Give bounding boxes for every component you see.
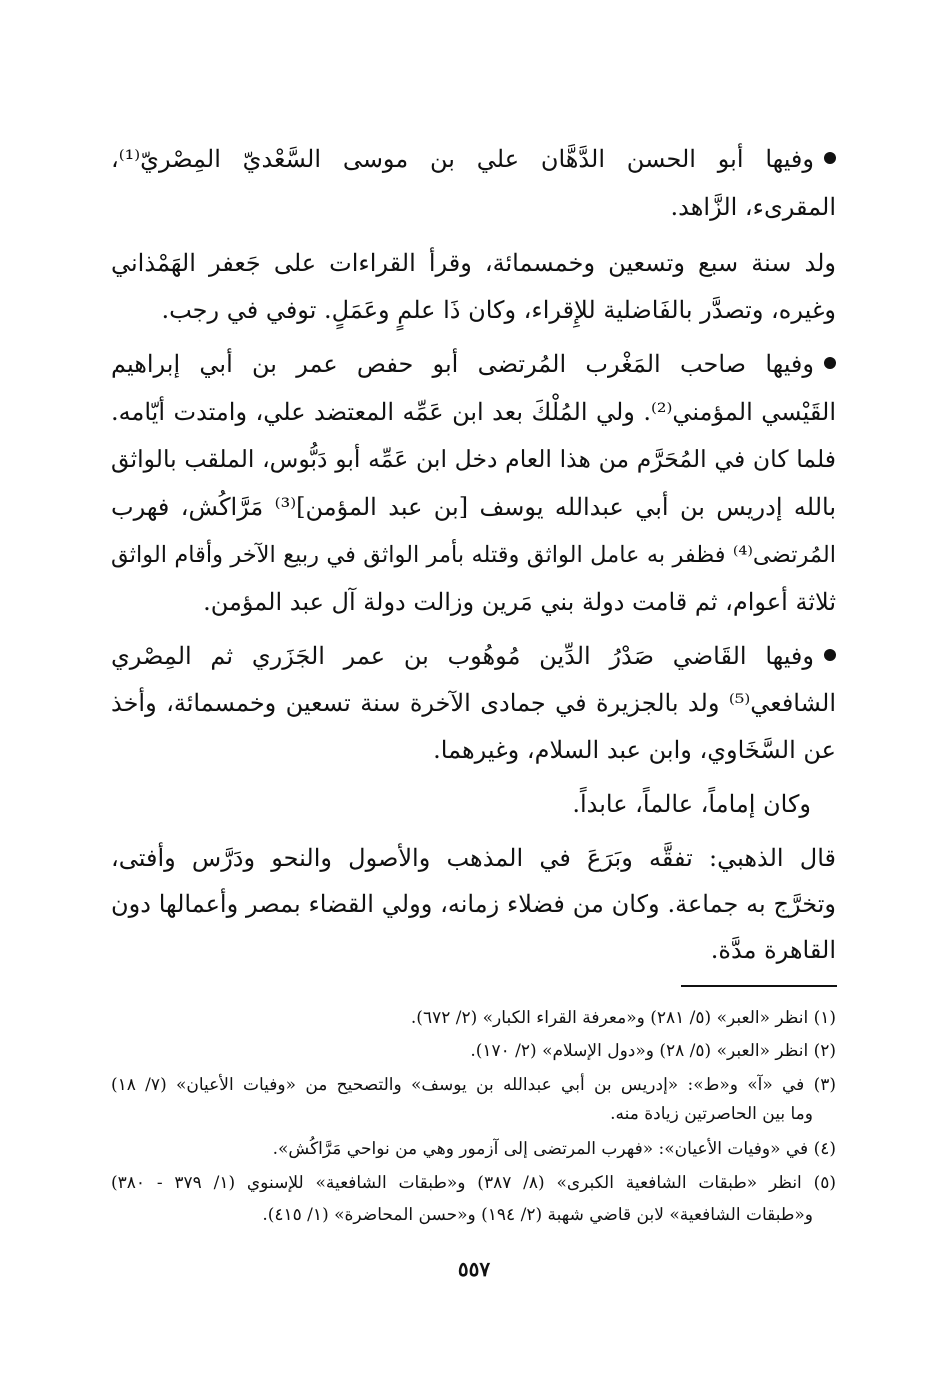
body-text: وفيها القَاضي صَدْرُ الدِّين مُوهُوب بن عمر الجَزَري ثم المِصْري: [111, 642, 814, 670]
footnote-5-continued: و«طبقات الشافعية» لابن قاضي شهبة (٢/ ١٩٤) و«حسن المحاضرة» (١/ ٤١٥).: [262, 1205, 813, 1225]
paragraph-line: الشافعي⁽⁵⁾ ولد بالجزيرة في جمادى الآخرة سنة تسعين وخمسمائة، وأخذ: [111, 689, 836, 717]
footnote-separator: [681, 985, 837, 987]
paragraph-line: عن السَّخَاوي، وابن عبد السلام، وغيرهما.: [433, 736, 836, 764]
footnote-3-continued: وما بين الحاصرتين زيادة منه.: [610, 1104, 813, 1124]
footnote-4: (٤) في «وفيات الأعيان»: «فهرب المرتضى إلى آزمور وهي من نواحي مَرَّاكُش».: [272, 1139, 836, 1159]
paragraph-line: القاهرة مدَّة.: [710, 936, 836, 964]
entry-1-line-2: المقرىء، الزَّاهد.: [670, 193, 836, 221]
paragraph-line: ولد سنة سبع وتسعين وخمسمائة، وقرأ القراءات على جَعفر الهَمْذاني: [111, 249, 836, 277]
paragraph-line: وكان إماماً، عالماً، عابداً.: [572, 790, 811, 818]
paragraph-line: وتخرَّج به جماعة. وكان من فضلاء زمانه، وولي القضاء بمصر وأعمالها دون: [111, 890, 836, 918]
footnote-1: (١) انظر «العبر» (٥/ ٢٨١) و«معرفة القراء الكبار» (٢/ ٦٧٢).: [410, 1008, 836, 1028]
paragraph-line: وغيره، وتصدَّر بالفَاضلية للإِقراء، وكان ذَا علمٍ وعَمَلٍ. توفي في رجب.: [161, 296, 836, 324]
paragraph-line: القَيْسي المؤمني⁽²⁾. ولي المُلْكَ بعد ابن عَمِّه المعتضد علي، وامتدت أيّامه.: [111, 398, 837, 426]
footnote-5: (٥) انظر «طبقات الشافعية الكبرى» (٨/ ٣٨٧) و«طبقات الشافعية» للإسنوي (١/ ٣٧٩ - ٣٨٠): [111, 1173, 836, 1193]
paragraph-line: فلما كان في المُحَرَّم من هذا العام دخل ابن عَمِّه أبو دَبُّوس، الملقب بالواثق: [111, 445, 836, 473]
paragraph-line: المُرتضى⁽⁴⁾ فظفر به عامل الواثق وقتله بأمر الواثق في ربيع الآخر وأقام الواثق: [111, 542, 836, 568]
footnote-3: (٣) في «آ» و«ط»: «إدريس بن أبي عبدالله بن يوسف» والتصحيح من «وفيات الأعيان» (٧/ ١٨): [111, 1075, 836, 1095]
body-text: وفيها صاحب المَغْرب المُرتضى أبو حفص عمر بن أبي إبراهيم: [111, 350, 814, 378]
body-text: وفيها أبو الحسن الدَّهَّان علي بن موسى السَّعْديّ المِصْريّ⁽¹⁾،: [111, 145, 814, 173]
paragraph-line: ثلاثة أعوام، ثم قامت دولة بني مَرين وزالت دولة آل عبد المؤمن.: [203, 588, 836, 616]
bullet-icon: [824, 152, 836, 164]
paragraph-line: قال الذهبي: تفقَّه وبَرَعَ في المذهب والأصول والنحو ودَرَّس وأفتى،: [111, 844, 836, 872]
bullet-icon: [824, 649, 836, 661]
page-number: ٥٥٧: [457, 1257, 491, 1281]
footnote-2: (٢) انظر «العبر» (٥/ ٢٨) و«دول الإسلام» (٢/ ١٧٠).: [470, 1041, 836, 1061]
entry-3-line-1: [111, 639, 836, 673]
entry-1-line-1: [111, 142, 836, 176]
bullet-icon: [824, 357, 836, 369]
entry-2-line-1: [111, 347, 836, 381]
paragraph-line: بالله إدريس بن أبي عبدالله يوسف [بن عبد المؤمن]⁽³⁾ مَرَّاكُش، فهرب: [111, 493, 837, 521]
